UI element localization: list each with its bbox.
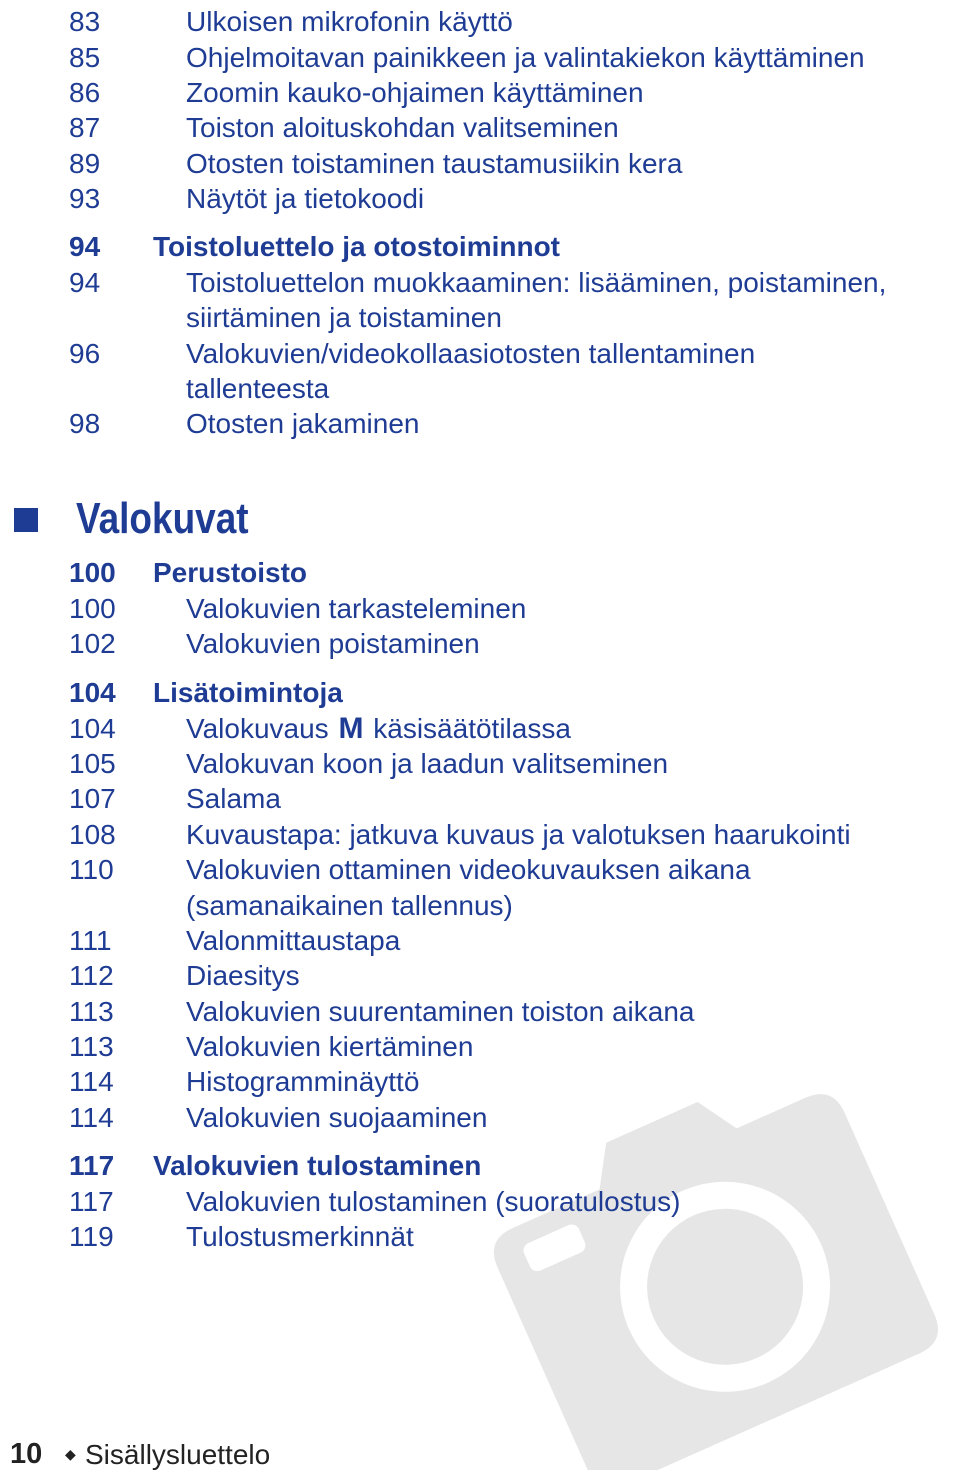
- entry-title: Otosten jakaminen: [186, 408, 420, 439]
- manual-mode-icon: M: [338, 712, 364, 745]
- page-number: 89: [69, 148, 101, 179]
- toc-entry[interactable]: [0, 181, 960, 217]
- toc-entry-continuation: [0, 888, 960, 924]
- toc-entry[interactable]: [0, 265, 960, 301]
- toc-entry[interactable]: [0, 146, 960, 182]
- entry-title: Ulkoisen mikrofonin käyttö: [186, 6, 513, 37]
- toc-heading[interactable]: [0, 229, 960, 265]
- toc-entry[interactable]: [0, 591, 960, 627]
- page-number: 102: [69, 628, 116, 659]
- entry-title: Ohjelmoitavan painikkeen ja valintakiekon käyttäminen: [186, 42, 865, 73]
- toc-entry[interactable]: [0, 1064, 960, 1100]
- heading-title: Valokuvien tulostaminen: [153, 1150, 482, 1181]
- page-number: 113: [69, 1031, 114, 1062]
- entry-title: Valokuvien suurentaminen toiston aikana: [186, 996, 695, 1027]
- toc-heading[interactable]: [0, 675, 960, 711]
- entry-title: Kuvaustapa: jatkuva kuvaus ja valotuksen haarukointi: [186, 819, 851, 850]
- entry-title: Valokuvien tulostaminen (suoratulostus): [186, 1186, 681, 1217]
- page-number: 85: [69, 42, 101, 73]
- toc-entry[interactable]: [0, 1219, 960, 1255]
- entry-title: Otosten toistaminen taustamusiikin kera: [186, 148, 683, 179]
- toc-entry[interactable]: [0, 923, 960, 959]
- entry-title: Valokuvien poistaminen: [186, 628, 480, 659]
- page-number: 107: [69, 783, 116, 814]
- heading-title: Lisätoimintoja: [153, 677, 343, 708]
- entry-title: Tulostusmerkinnät: [186, 1221, 414, 1252]
- toc-entry-continuation: [0, 371, 960, 407]
- footer-label: Sisällysluettelo: [85, 1439, 271, 1470]
- entry-title: Toiston aloituskohdan valitseminen: [186, 112, 619, 143]
- toc-entry[interactable]: [0, 817, 960, 853]
- entry-title-part: käsisäätötilassa: [373, 713, 571, 744]
- toc-entry[interactable]: [0, 781, 960, 817]
- page-number: 86: [69, 77, 101, 108]
- entry-title: Näytöt ja tietokoodi: [186, 183, 425, 214]
- page-number: 104: [69, 677, 116, 708]
- entry-title: (samanaikainen tallennus): [186, 890, 513, 921]
- heading-title: Perustoisto: [153, 557, 308, 588]
- toc-entry[interactable]: [0, 1029, 960, 1065]
- page-number: 93: [69, 183, 101, 214]
- page-number: 108: [69, 819, 116, 850]
- toc-entry[interactable]: [0, 626, 960, 662]
- toc-entry[interactable]: [0, 1100, 960, 1136]
- entry-title-part: Valokuvaus: [186, 713, 329, 744]
- toc-heading[interactable]: [0, 1148, 960, 1184]
- diamond-icon: ◆: [65, 1446, 76, 1462]
- page-number: 114: [69, 1102, 114, 1133]
- entry-title: Histogramminäyttö: [186, 1066, 420, 1097]
- page-number: 114: [69, 1066, 114, 1097]
- square-icon: [14, 508, 38, 532]
- toc-entry[interactable]: [0, 852, 960, 888]
- toc-heading[interactable]: [0, 555, 960, 591]
- entry-title: tallenteesta: [186, 373, 330, 404]
- page-number: 94: [69, 231, 101, 262]
- page-number: 111: [69, 925, 112, 956]
- page-number: 100: [69, 557, 116, 588]
- page-number: 83: [69, 6, 101, 37]
- entry-title: Valokuvien ottaminen videokuvauksen aikana: [186, 854, 751, 885]
- page-number: 87: [69, 112, 101, 143]
- toc-entry[interactable]: [0, 110, 960, 146]
- page-number: 100: [69, 593, 116, 624]
- footer-page-number: 10: [10, 1438, 43, 1470]
- page-footer: [10, 1436, 410, 1472]
- toc-entry[interactable]: [0, 746, 960, 782]
- toc-entry[interactable]: [0, 40, 960, 76]
- toc-entry[interactable]: [0, 994, 960, 1030]
- page-number: 112: [69, 960, 114, 991]
- toc-entry[interactable]: [0, 711, 960, 747]
- page-number: 119: [69, 1221, 114, 1252]
- toc-entry[interactable]: [0, 406, 960, 442]
- entry-title: Toistoluettelon muokkaaminen: lisääminen, poistaminen,: [186, 267, 887, 298]
- entry-title: [186, 711, 571, 747]
- entry-title: Valonmittaustapa: [186, 925, 401, 956]
- entry-title: Salama: [186, 783, 281, 814]
- page-number: 104: [69, 713, 116, 744]
- entry-title: Valokuvan koon ja laadun valitseminen: [186, 748, 669, 779]
- heading-title: Toistoluettelo ja otostoiminnot: [153, 231, 560, 262]
- entry-title: Valokuvien kiertäminen: [186, 1031, 474, 1062]
- toc-entry[interactable]: [0, 958, 960, 994]
- entry-title: siirtäminen ja toistaminen: [186, 302, 502, 333]
- entry-title: Zoomin kauko-ohjaimen käyttäminen: [186, 77, 644, 108]
- toc-entry[interactable]: [0, 336, 960, 372]
- entry-title: Valokuvien tarkasteleminen: [186, 593, 527, 624]
- section-heading: [14, 494, 914, 544]
- page-number: 117: [69, 1186, 114, 1217]
- entry-title: Valokuvien suojaaminen: [186, 1102, 488, 1133]
- page-number: 96: [69, 338, 101, 369]
- toc-entry[interactable]: [0, 75, 960, 111]
- toc-entry[interactable]: [0, 1184, 960, 1220]
- page-number: 110: [69, 854, 114, 885]
- page-number: 113: [69, 996, 114, 1027]
- section-title: Valokuvat: [76, 494, 249, 543]
- toc-entry-continuation: [0, 300, 960, 336]
- page-number: 105: [69, 748, 116, 779]
- toc-entry[interactable]: [0, 4, 960, 40]
- entry-title: Valokuvien/videokollaasiotosten tallentaminen: [186, 338, 756, 369]
- page-number: 94: [69, 267, 101, 298]
- entry-title: Diaesitys: [186, 960, 300, 991]
- page-number: 98: [69, 408, 101, 439]
- page-number: 117: [69, 1150, 115, 1181]
